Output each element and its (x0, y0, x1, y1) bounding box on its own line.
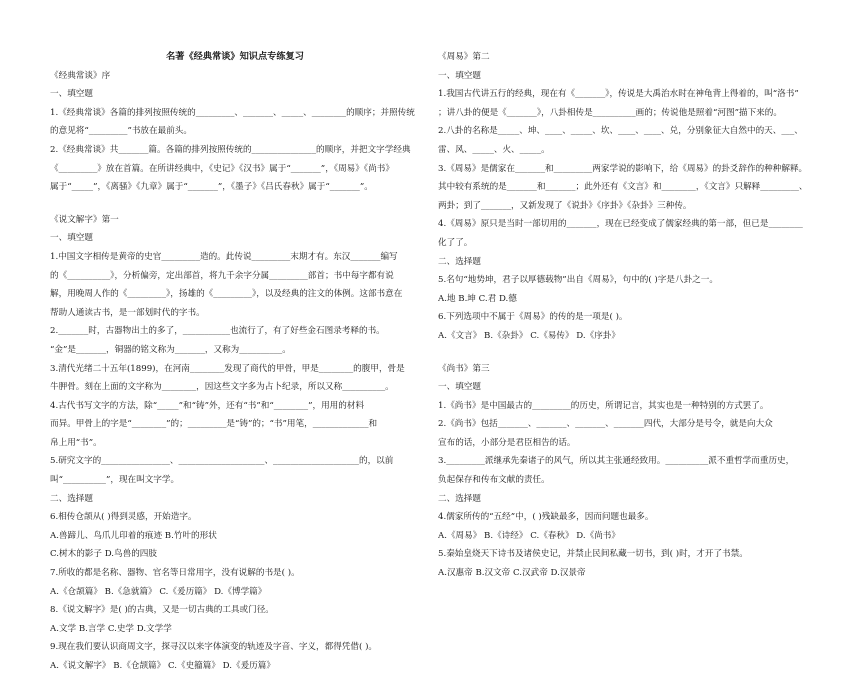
right-line: 5.秦始皇烧天下诗书及诸侯史记，并禁止民间私藏一切书，到( )时，才开了书禁。 (438, 549, 748, 560)
left-line: 9.现在我们要认识商周文字，探寻汉以来字体演变的轨迹及字音、字义，都得凭借( )。 (50, 642, 378, 653)
right-line: 两卦；到了_______，又新发现了《说卦》《序卦》《杂卦》三种传。 (438, 200, 692, 211)
right-line: ；讲八卦的便是《_______》，八卦相传是__________画的；传说他是照着“河图”描下来的。 (438, 107, 782, 118)
right-line: 3.《周易》是儒家在_______和_________两家学说的影响下，给《周易》的卦爻辞作的种种解释。 (438, 163, 808, 174)
left-line: 7.所收的都是名称、器物、官名等日常用字，没有说解的书是( )。 (50, 568, 300, 579)
left-line: 4.古代书写文字的方法，除“_____”和“铸”外，还有“书”和“________”，用用的材料 (50, 400, 365, 411)
right-line: 《周易》第二 (438, 52, 490, 62)
left-line: 2.《经典常谈》共_______篇。各篇的排列按照传统的_______________的顺序，并把文字学经典 (50, 144, 411, 155)
left-line: A.文学 B.言学 C.史学 D.文学学 (50, 623, 172, 634)
left-line: 1.《经典常谈》各篇的排列按照传统的_________、_______、_____、________的顺序；并照传统 (50, 107, 415, 118)
left-line: 《经典常谈》序 (50, 70, 111, 81)
left-line: 5.研究文字的________________、____________________、____________________的，以前 (50, 456, 394, 467)
right-line: 化了了。 (438, 237, 473, 248)
section-gap (50, 197, 420, 211)
left-line: 的意见将“_________”书放在最前头。 (50, 126, 192, 137)
left-line: 1.中国文字相传是黄帝的史官_________造的。此传说_________末期才有。东汉_______编写 (50, 251, 398, 262)
left-line: 牛胛骨。刻在上面的文字称为________，因这些文字多为占卜纪录，所以又称__________。 (50, 382, 394, 393)
left-line: 一、填空题 (50, 89, 93, 100)
left-line: A.兽蹄儿、鸟爪儿印着的痕迹 B.竹叶的形状 (50, 530, 217, 541)
left-line: 解，用晚周人作的《_________》，扬雄的《_________》，以及经典的注文的体例。这部书意在 (50, 289, 403, 300)
right-line: 3._________派继承先秦诸子的风气，所以其主张通经致用。__________派不重哲学而重历史， (438, 456, 795, 467)
right-line: 二、选择题 (438, 256, 481, 267)
left-line: 属于“_____”，《离骚》《九章》属于“_______”，《墨子》《吕氏春秋》属于“_______”。 (50, 182, 373, 193)
right-line: 2.八卦的名称是_____、坤、____、_____、坎、____、____、兑，分别象征大自然中的天、___、 (438, 126, 803, 137)
right-line: 1.《尚书》是中国最古的_________的历史，所谓记言，其实也是一种特别的方式罢了。 (438, 400, 769, 411)
left-column (50, 48, 420, 676)
left-line: “金”是_______，铜器的铭文称为_______，又称为__________。 (50, 344, 291, 355)
left-line: 叫“__________”，现在叫文字学。 (50, 475, 180, 486)
left-line: 8.《说文解字》是( )的古典，又是一切古典的工具或门径。 (50, 605, 274, 616)
right-line: 其中较有系统的是_______和_______；此外还有《文言》和________，《文言》只解释_________、 (438, 182, 808, 193)
left-line: C.树木的影子 D.鸟兽的四肢 (50, 549, 157, 560)
right-line: 雷、风、_____、火、_____。 (438, 144, 550, 155)
left-line: 《说文解字》第一 (50, 214, 119, 225)
right-line: 一、填空题 (438, 382, 481, 393)
right-line: A.汉惠帝 B.汉文帝 C.汉武帝 D.汉景帝 (438, 568, 586, 579)
right-column (438, 48, 818, 583)
right-line: 6.下列选项中不属于《周易》的传的是一项是( )。 (438, 312, 628, 323)
right-line: 4.儒家所传的“五经”中，( )残缺最多，因而问题也最多。 (438, 512, 654, 523)
right-line: 4.《周易》原只是当时一部切用的_______，现在已经变成了儒家经典的第一部，但已是________ (438, 219, 803, 230)
right-line: A.《周易》 B.《诗经》 C.《春秋》 D.《尚书》 (438, 530, 620, 541)
right-line: 宣布的话，小部分是君臣相告的话。 (438, 437, 576, 448)
left-line: 6.相传仓颉从( )得到灵感，开始造字。 (50, 512, 197, 523)
left-line: A.《仓颉篇》 B.《急就篇》 C.《爰历篇》 D.《博学篇》 (50, 586, 267, 597)
right-line: 2.《尚书》包括_______、_______、_______、_______四代，大部分是号令，就是向大众 (438, 419, 773, 430)
right-line: 二、选择题 (438, 493, 481, 504)
right-line: 一、填空题 (438, 70, 481, 81)
right-line: 1.我国古代讲五行的经典，现在有《_______》，传说是大禹治水时在神龟背上得着的，叫“洛书” (438, 89, 799, 100)
left-line: 的《__________》，分析偏旁，定出部首，将九千余字分属_________部首；书中每字都有说 (50, 270, 394, 281)
left-line: 3.清代光绪二十五年(1899)，在河南________发现了商代的甲骨，甲是________的腹甲，骨是 (50, 363, 405, 374)
right-line: A.《文言》 B.《杂卦》 C.《易传》 D.《序卦》 (438, 330, 620, 341)
left-line: A.《说文解字》 B.《仓颉篇》 C.《史籀篇》 D.《爰历篇》 (50, 661, 275, 671)
left-line: 帮助人通读古书，是一部划时代的字书。 (50, 307, 205, 318)
left-line: 而异。甲骨上的字是“________”的；_________是“铸”的；“书”用笔，_____________和 (50, 419, 378, 430)
right-line: 《尚书》第三 (438, 363, 490, 374)
right-line: A.地 B.坤 C.君 D.德 (438, 293, 517, 304)
left-line: 帛上用“书”。 (50, 437, 102, 448)
left-line: 一、填空题 (50, 233, 93, 244)
left-line: 2._______时，古器物出土的多了，___________也流行了，有了好些金石图录考释的书。 (50, 326, 385, 337)
section-gap (438, 346, 818, 360)
left-line: 二、选择题 (50, 493, 93, 504)
right-line: 5.名句“地势坤，君子以厚德载物”出自《周易》，句中的( )字是八卦之一。 (438, 275, 718, 286)
right-line: 负起保存和传布文献的责任。 (438, 475, 550, 486)
page-title: 名著《经典常谈》知识点专练复习 (166, 51, 304, 62)
left-line: 《_________》放在首篇。在所讲经典中，《史记》《汉书》属于“_______”，《周易》《尚书》 (50, 163, 394, 174)
